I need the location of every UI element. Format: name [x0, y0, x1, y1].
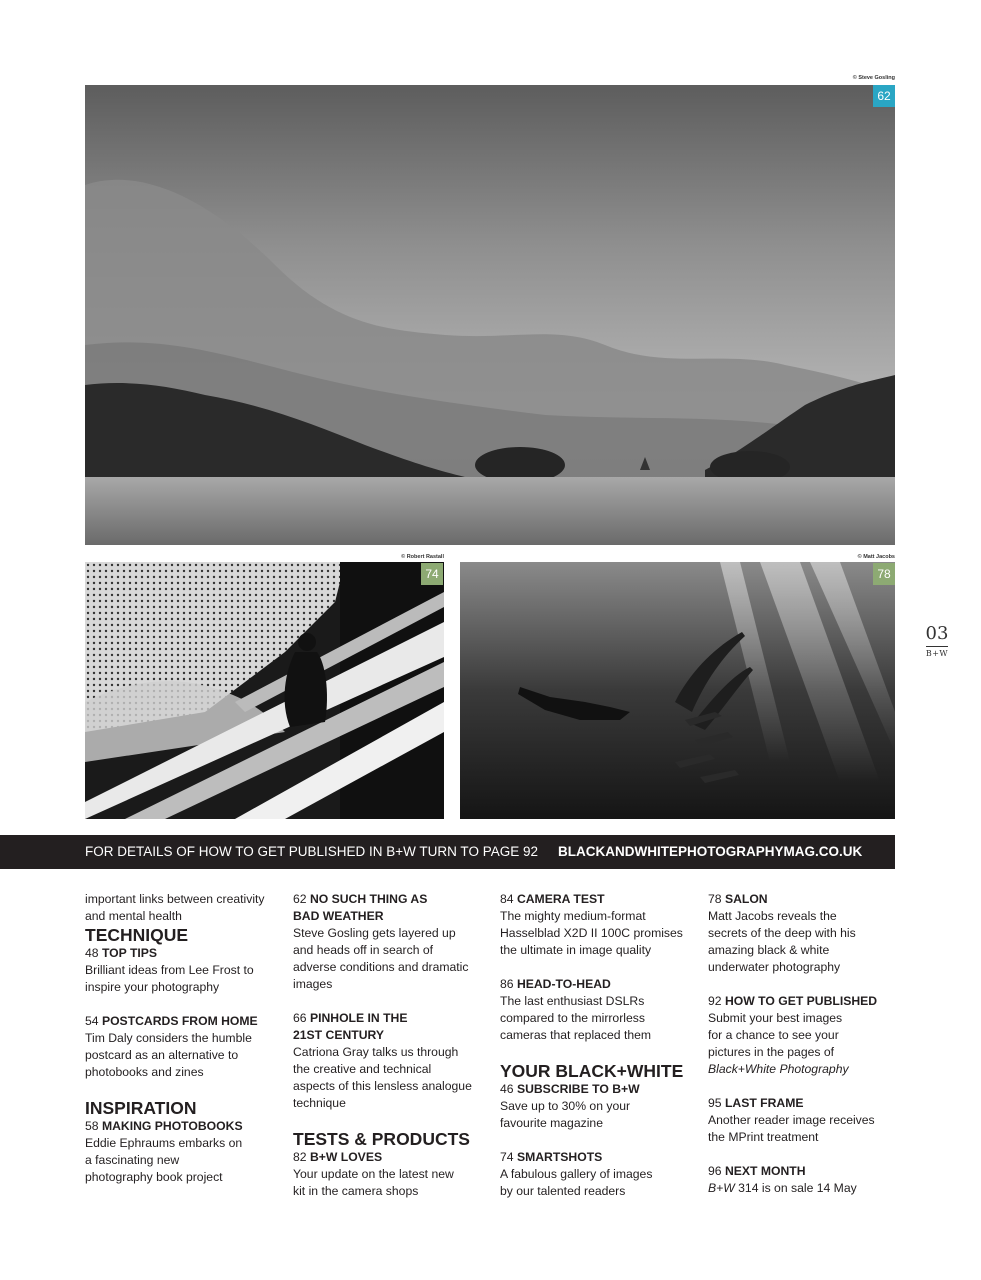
item-desc: Eddie Ephraums embarks on a fascinating new photography book project [85, 1136, 243, 1184]
item-title: CAMERA TEST [516, 892, 605, 906]
contents-item[interactable] [708, 993, 898, 1078]
item-page: 74 [500, 1150, 514, 1164]
photo-credit-right: © Matt Jacobs [857, 554, 895, 560]
contents-item[interactable] [708, 1163, 898, 1197]
section-heading-your-bw: YOUR BLACK+WHITE [500, 1061, 684, 1081]
item-page: 54 [85, 1014, 99, 1028]
item-desc: Tim Daly considers the humble postcard as an alternative to photobooks and zines [85, 1031, 252, 1079]
item-desc: 314 is on sale 14 May [738, 1181, 857, 1195]
item-page: 96 [708, 1164, 722, 1178]
item-desc: The last enthusiast DSLRs compared to the mirrorless cameras that replaced them [500, 994, 652, 1042]
item-page: 78 [708, 892, 722, 906]
contents-column-4 [708, 891, 898, 1197]
item-page: 46 [500, 1082, 514, 1096]
escalator-photo [85, 562, 444, 819]
item-title: POSTCARDS FROM HOME [101, 1014, 258, 1028]
contents-item[interactable] [500, 976, 690, 1044]
page-tag-78: 78 [873, 563, 895, 585]
folio-brand: B+W [925, 649, 949, 658]
page-number: 03 [925, 623, 949, 644]
item-desc: Another reader image receives the MPrint treatment [708, 1113, 875, 1144]
item-title: NEXT MONTH [724, 1164, 806, 1178]
contents-item[interactable] [500, 891, 690, 959]
page-tag-62: 62 [873, 85, 895, 107]
item-title: HOW TO GET PUBLISHED [724, 994, 878, 1008]
photo-credit-left: © Robert Rastall [401, 554, 444, 560]
item-title: MAKING PHOTOBOOKS [101, 1119, 243, 1133]
item-page: 82 [293, 1150, 307, 1164]
contents-column-1 [85, 891, 285, 1186]
page-tag-74: 74 [421, 563, 443, 585]
item-desc: Steve Gosling gets layered up and heads off in search of adverse conditions and dramatic images [293, 926, 469, 991]
section-heading-inspiration: INSPIRATION [85, 1098, 197, 1118]
contents-item[interactable] [85, 945, 285, 996]
intro-text: important links between creativity and mental health [85, 892, 265, 923]
item-page: 66 [293, 1011, 307, 1025]
item-title: SMARTSHOTS [516, 1150, 603, 1164]
item-page: 48 [85, 946, 99, 960]
item-page: 86 [500, 977, 514, 991]
item-desc: Your update on the latest new kit in the camera shops [293, 1167, 454, 1198]
contents-item[interactable] [293, 891, 473, 993]
item-title: B+W LOVES [309, 1150, 383, 1164]
website-link[interactable]: BLACKANDWHITEPHOTOGRAPHYMAG.CO.UK [558, 844, 863, 859]
landscape-photo [85, 85, 895, 545]
publish-banner [0, 835, 895, 869]
item-title: LAST FRAME [724, 1096, 804, 1110]
item-desc: The mighty medium-format Hasselblad X2D II 100C promises the ultimate in image quality [500, 909, 683, 957]
item-desc: Save up to 30% on your favourite magazine [500, 1099, 631, 1130]
banner-text: FOR DETAILS OF HOW TO GET PUBLISHED IN B+W TURN TO PAGE 92 [85, 844, 538, 859]
item-desc: Submit your best images for a chance to see your pictures in the pages of [708, 1011, 843, 1059]
contents-item[interactable] [293, 1010, 473, 1112]
contents-item[interactable] [85, 1118, 285, 1186]
item-title: TOP TIPS [101, 946, 158, 960]
item-desc: Matt Jacobs reveals the secrets of the deep with his amazing black & white underwater photography [708, 909, 856, 974]
section-heading-technique: TECHNIQUE [85, 925, 189, 945]
item-title: SALON [724, 892, 768, 906]
item-desc: A fabulous gallery of images by our talented readers [500, 1167, 653, 1198]
folio-rule [926, 646, 948, 647]
magazine-name: Black+White Photography [708, 1062, 849, 1076]
contents-item[interactable] [708, 1095, 898, 1146]
contents-item[interactable] [500, 1149, 690, 1200]
photo-credit-main: © Steve Gosling [852, 75, 895, 81]
item-desc: Catriona Gray talks us through the creative and technical aspects of this lensless analogue technique [293, 1045, 472, 1110]
item-page: 62 [293, 892, 307, 906]
contents-column-3 [500, 891, 690, 1200]
underwater-photo [460, 562, 895, 819]
contents-item[interactable] [500, 1081, 690, 1132]
contents-column-2 [293, 891, 473, 1200]
contents-item[interactable] [708, 891, 898, 976]
item-page: 92 [708, 994, 722, 1008]
section-heading-tests: TESTS & PRODUCTS [293, 1129, 470, 1149]
magazine-abbrev: B+W [708, 1181, 735, 1195]
contents-item[interactable] [293, 1149, 473, 1200]
item-title: PINHOLE IN THE 21ST CENTURY [293, 1011, 408, 1042]
page-folio [922, 624, 952, 658]
item-title: NO SUCH THING AS BAD WEATHER [293, 892, 428, 923]
contents-item[interactable] [85, 1013, 285, 1081]
item-title: SUBSCRIBE TO B+W [516, 1082, 640, 1096]
item-desc: Brilliant ideas from Lee Frost to inspire your photography [85, 963, 254, 994]
item-title: HEAD-TO-HEAD [516, 977, 611, 991]
item-page: 58 [85, 1119, 99, 1133]
item-page: 84 [500, 892, 514, 906]
item-page: 95 [708, 1096, 722, 1110]
